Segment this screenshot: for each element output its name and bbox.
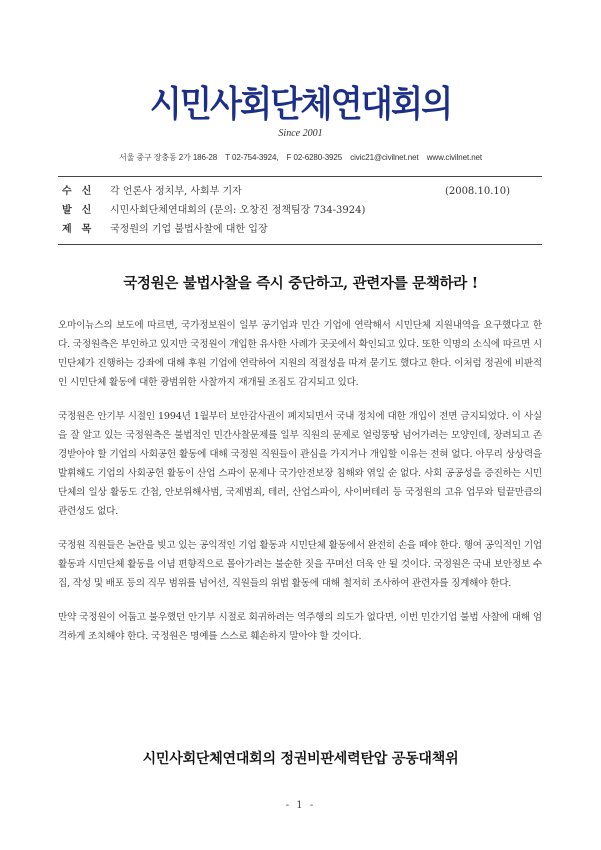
sender-label: 발신	[62, 205, 102, 216]
contact-line	[0, 152, 601, 163]
telephone: T 02-754-3924,	[225, 153, 279, 162]
website: www.civilnet.net	[426, 153, 483, 162]
paragraph-4: 만약 국정원이 어둡고 불우했던 안기부 시절로 회귀하려는 역주행의 의도가 없다면, 이번 민간기업 불법 사찰에 대해 엄격하게 조치해야 한다. 국정원은 명예를 스스로 훼손하지 말아야 할 것이다.	[58, 612, 542, 642]
release-date: (2008.10.10)	[444, 186, 510, 197]
recipient-value: 각 언론사 정치부, 사회부 기자	[110, 186, 242, 197]
address: 서울 중구 장충동 2가 186-28	[118, 153, 218, 162]
body-text	[58, 316, 542, 661]
subject-value: 국정원의 기업 불법사찰에 대한 입장	[110, 224, 268, 235]
subject-row	[58, 220, 542, 239]
paragraph-2: 국정원은 안기부 시절인 1994년 1월부터 보안감사권이 폐지되면서 국내 정치에 대한 개입이 전면 금지되었다. 이 사실을 잘 알고 있는 국정원측은 불법적인 민간사찰문제를 일부 직원의 문제로 얼렁뚱땅 넘어가려는 모양인데, 장려되고 존경받아야 할 기업의 사회공헌 활동에 대해 국정원 직원들이 관심을 가지거나 개입할 이유는 전혀 없다. 아무리 상상력을 발휘해도 기업의 사회공헌 활동이 산업 스파이 문제나 국가안전보장 침해와 엮일 순 없다. 사회 공공성을 증진하는 시민단체의 일상 활동도 간첩, 안보위해사범, 국제범죄, 테러, 산업스파이, 사이버테러 등 국정원의 고유 업무와 털끝만큼의 관련성도 없다.	[58, 411, 542, 517]
meta-block	[58, 176, 542, 245]
org-logo: 시민사회단체연대회의	[149, 84, 452, 125]
recipient-label: 수신	[62, 186, 102, 197]
subject-label: 제목	[62, 224, 102, 235]
sender-value: 시민사회단체연대회의 (문의: 오창진 정책팀장 734-3924)	[110, 205, 366, 216]
headline: 국정원은 불법사찰을 즉시 중단하고, 관련자를 문책하라 !	[123, 275, 478, 292]
sender-row	[58, 201, 542, 220]
email: civic21@civilnet.net	[350, 153, 419, 162]
paragraph-3: 국정원 직원들은 논란을 빚고 있는 공익적인 기업 활동과 시민단체 활동에서 완전히 손을 떼야 한다. 행여 공익적인 기업 활동과 시민단체 활동을 이념 편향적으로 몰아가려는 불순한 짓을 꾸며선 더욱 안 될 것이다. 국정원은 국내 보안정보 수집, 작성 및 배포 등의 직무 범위를 넘어선, 직원들의 위법 활동에 대해 철저히 조사하여 관련자를 징계해야 한다.	[58, 540, 542, 589]
since-tagline: Since 2001	[278, 128, 323, 139]
fax: F 02-6280-3925	[286, 153, 343, 162]
page-number: - 1 -	[285, 800, 316, 811]
paragraph-1: 오마이뉴스의 보도에 따르면, 국가정보원이 일부 공기업과 민간 기업에 연락해서 시민단체 지원내역을 요구했다고 한다. 국정원측은 부인하고 있지만 국정원이 개입한 유사한 사례가 곳곳에서 확인되고 있다. 또한 익명의 소식에 따르면 시민단체가 진행하는 강좌에 대해 후원 기업에 연락하여 지원의 적절성을 따져 묻기도 했다고 한다. 이처럼 정권에 비판적인 시민단체 활동에 대한 광범위한 사찰까지 재개될 조짐도 감지되고 있다.	[58, 320, 542, 388]
signature: 시민사회단체연대회의 정권비판세력탄압 공동대책위	[142, 751, 459, 767]
recipient-row	[58, 182, 542, 201]
